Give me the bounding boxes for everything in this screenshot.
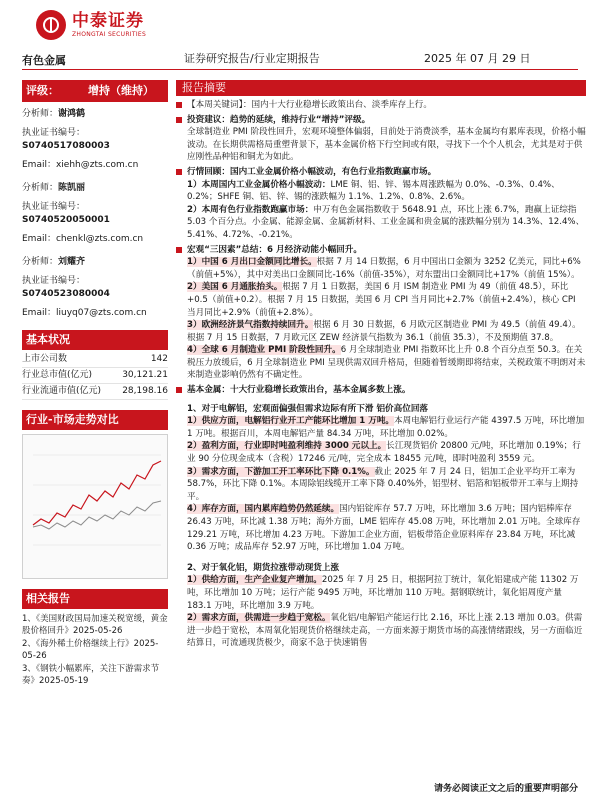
left-sidebar	[22, 80, 168, 688]
list-item[interactable]: 1、《美国财政国局加速关税宽缓，黄金股价格回升》2025-05-26	[22, 614, 168, 636]
table-row: 行业总市值(亿元) 30,121.21	[22, 368, 168, 384]
logo-cn: 中泰证券	[72, 11, 144, 31]
company-logo	[36, 6, 166, 44]
footer-disclaimer: 请务必阅读正文之后的重要声明部分	[433, 784, 578, 794]
paragraph: 全球制造业 PMI 阶段性回升，宏观环境整体偏弱，目前处于消费淡季，基本金属均有累库表现，价格小幅波动。在长期供需格局重塑背景下，基本金属价格下行空间或有限，寻找下一个个人机会，尤其是对于供应刚性品种铝和铜尤为如此。	[187, 127, 586, 163]
logo-en: ZHONGTAI SECURITIES	[72, 31, 147, 38]
abstract-title: 报告摘要	[176, 80, 586, 96]
alumina-heading: 2、对于氧化铝，期货拉涨带动现货上涨	[187, 562, 340, 573]
market-chart-title: 行业-市场走势对比	[22, 410, 168, 430]
abstract-body: 【本周关键词】：国内十大行业稳增长政策出台、淡季库存上行。 投资建议：趋势的延续，维持行业“增持”评级。 全球制造业 PMI 阶段性回升，宏观环境整体偏弱，目前处于消费淡季，基本金属均有累库表现，价格小幅波动。在长期供需格局重塑背景下，基本金属价格下行空间或有限，寻找下一个个人机会，尤其是对于供应刚性品种铝和铜尤为如此。 行情回顾：国内工业金属价格小幅波动，有色行业指数跑赢市场。 1）本周国内工业金属价格小幅波动：LME 铜、铝、锌、锡本周涨跌幅为 0.0%、-0.3%、0.4%、0.2%；SHFE 铜、铝、锌、锡的涨跌幅为 1.1%、1.2%、0.8%、2.6%。 2）本周有色行业指数跑赢市场：申万有色金属指数收于 5648.91 点，环比上涨 6.7%，跑赢上证综指 5.03 个百分点。小金属、能源金属、金属新材料、工业金属和贵金属的涨跌幅分别为 14.3%、12.4%、5.41%、4.72%、-0.21%。 宏观“三因素”总结：6 月经济动能小幅回升。 1）中国 6 月出口金额同比增长。根据 7 月 14 日数据，6 月中国出口金额为 3252 亿美元，同比+6%（前值+5%），其中对美出口金额同比-16%（前值-35%），对东盟出口金额同比+17%（前值 15%）。 2）美国 6 月通胀抬头。根据 7 月 1 日数据，美国 6 月 ISM 制造业 PMI 为 49（前值 48.5），环比+0.5（前值+0.2）。根据 7 月 15 日数据，美国 6 月 CPI 当月同比+2.7%（前值+2.4%），核心 CPI 当月同比+2.9%（前值+2.8%）。 3）欧洲经济景气指数持续回升。根据 6 月 30 日数据，6 月欧元区制造业 PMI 为 49.5（前值 49.4）。根据 7 月 15 日数据，7 月欧元区 ZEW 经济景气指数为 36.1（前值 35.3），不及预期值 37.8。 4）全球 6 月制造业 PMI 阶段性回升。6 月全球制造业 PMI 指数环比上升 0.8 个百分点至 50.3。在关税压力放缓后，6 月全球制造业 PMI 呈现供需双回升格局，但随着暂缓期即将结束，关税政策不明朗对未来制造业影响仍然有不确定性。 基本金属：十大行业稳增长政策出台，基本金属多数上涨。 1、对于电解铝，宏观面偏强但需求边际有所下滑 铝价高位回落 1）供应方面，电解铝行业开工产能环比增加 1 万吨。本周电解铝行业运行产能 4397.5 万吨，环比增加 1 万吨。根据百川，本周电解铝产量 84.34 万吨，环比增加 0.02%。 2）盈利方面，行业即时吨盈利维持 3000 元以上。长江现货铝价 20800 元/吨，环比增加 0.19%；行业 90 分位现金成本（含税）17246 元/吨，完全成本 18455 元/吨，即时吨盈利 3559 元。 3）需求方面，下游加工开工率环比下降 0.1%。截止 2025 年 7 月 24 日，铝加工企业平均开工率为 58.7%，环比下降 0.1%。本周除铝线缆开工率下降 0.40%外，铝型材、铝箔和铝板带开工率与上期持平。 4）库存方面，国内累库趋势仍然延续。国内铝锭库存 57.7 万吨，环比增加 3.6 万吨；国内铝棒库存 26.43 万吨，环比减 1.38 万吨；海外方面，LME 铝库存 45.08 万吨，环比增加 2.01 万吨。全球库存 129.21 万吨，环比增加 4.23 万吨。下游加工企业方面，铝板带箔企业原料库存 23.84 万吨，环比减 0.36 万吨；成品库存 52.97 万吨，环比增加 1.04 万吨。 2、对于氧化铝，期货拉涨带动现货上涨 1）供给方面，生产企业复产增加。2025 年 7 月 25 日，根据阿拉丁统计，氧化铝建成产能 11302 万吨，环比增加 10 万吨；运行产能 9495 万吨，环比增加 110 万吨。据钢联统计，氧化铝周度产量 183.1 万吨，环比增加 3.9 万吨。 2）需求方面，供需进一步趋于宽松。氧化铝/电解铝产能运行比 2.16，环比上涨 2.13 增加 0.03。供需进一步趋于宽松，本周氧化铝现货价格继续走高，一方面来源于期货市场的高涨情绪跟线，另一方面临近结算日，可流通现货极少，商家不急于快速销售	[176, 99, 586, 650]
related-reports-title: 相关报告	[22, 589, 168, 609]
market-review-heading: 行情回顾：国内工业金属价格小幅波动，有色行业指数跑赢市场。	[187, 166, 437, 177]
macro-heading: 宏观“三因素”总结：6 月经济动能小幅回升。	[187, 244, 362, 255]
basic-status-table	[22, 352, 168, 400]
aluminum-heading: 1、对于电解铝，宏观面偏强但需求边际有所下滑 铝价高位回落	[187, 403, 429, 414]
rating-value: 增持（维持）	[88, 84, 154, 97]
header-divider	[22, 69, 578, 70]
analyst-email[interactable]: chenkl@zts.com.cn	[55, 234, 144, 244]
list-item[interactable]: 2、《海外稀土价格继续上行》2025-05-26	[22, 639, 159, 661]
analyst-email[interactable]: xiehh@zts.com.cn	[55, 160, 139, 170]
analyst-email[interactable]: liuyq07@zts.com.cn	[55, 308, 147, 318]
rating-bar	[22, 80, 168, 102]
related-reports-list	[22, 609, 168, 687]
main-content	[176, 80, 586, 650]
analyst-name: 刘耀齐	[58, 257, 86, 267]
table-row: 上市公司数 142	[22, 352, 168, 368]
report-type: 证券研究报告/行业定期报告	[184, 52, 320, 65]
base-metals-heading: 基本金属：十大行业稳增长政策出台，基本金属多数上涨。	[187, 385, 411, 396]
keywords: 【本周关键词】：国内十大行业稳增长政策出台、淡季库存上行。	[187, 100, 432, 110]
table-row: 行业流通市值(亿元) 28,198.16	[22, 384, 168, 400]
analyst-list: 分析师：谢鸿鹤 执业证书编号：S0740517080003 Email：xiehh@zts.com.cn 分析师：陈凯丽 执业证书编号：S0740520050001 Email：chenkl@zts.com.cn 分析师：刘耀齐 执业证书编号：S0740523080004 Email：liuyq07@zts.com.cn	[22, 109, 147, 318]
analyst-name: 陈凯丽	[58, 183, 86, 193]
basic-status-title: 基本状况	[22, 330, 168, 350]
market-trend-chart	[22, 434, 168, 579]
sector-label: 有色金属	[22, 54, 66, 67]
rating-label: 评级：	[26, 84, 59, 97]
list-item[interactable]: 3、《钢铁小幅累库，关注下游需求节奏》2025-05-19	[22, 664, 160, 686]
logo-mark-icon	[36, 10, 66, 40]
investment-advice: 投资建议：趋势的延续，维持行业“增持”评级。	[187, 114, 371, 125]
analyst-name: 谢鸿鹤	[58, 109, 86, 119]
report-date: 2025 年 07 月 29 日	[424, 52, 531, 65]
